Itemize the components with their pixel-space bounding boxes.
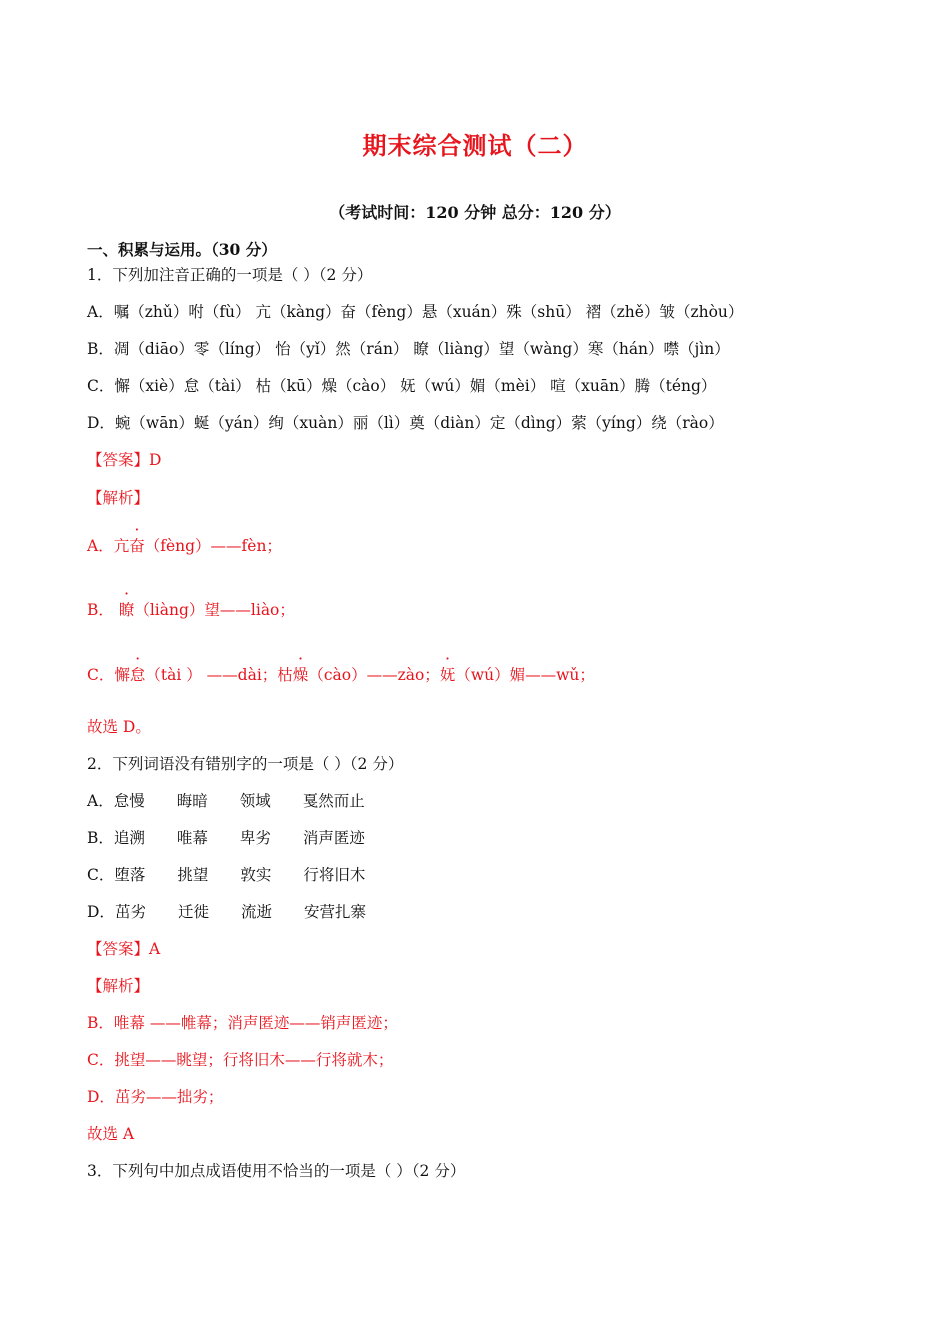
question-1-answer: 【答案】D (87, 451, 162, 469)
analysis-text: （tài ） ——dài；枯 (145, 666, 293, 684)
option-word: 安营扎寨 (303, 903, 366, 921)
option-word: 流逝 (240, 903, 272, 921)
analysis-text: C．懈 (87, 666, 130, 684)
option-letter: A． (87, 792, 114, 810)
analysis-text: （wú）媚——wǔ； (455, 666, 595, 684)
option-word: 茁劣 (114, 903, 146, 921)
emphasized-char: 妩 (439, 666, 456, 684)
question-2-analysis-label: 【解析】 (87, 977, 150, 995)
document-title: 期末综合测试（二） (362, 131, 588, 160)
option-letter: C． (87, 866, 115, 884)
question-2-analysis-c: C．挑望——眺望；行将旧木——行将就木； (87, 1051, 394, 1069)
question-1-option-b: B．凋（diāo）零（líng） 怡（yǐ）然（rán） 瞭（liàng）望（wàng）寒（hán）噤（jìn） (87, 340, 730, 358)
analysis-text: B． (87, 601, 119, 619)
question-1-analysis-a (87, 534, 282, 556)
question-2-analysis-d: D．茁劣——拙劣； (87, 1088, 224, 1106)
question-1-analysis-b (87, 598, 295, 620)
option-word: 卑劣 (239, 829, 271, 847)
option-word: 唯幕 (176, 829, 208, 847)
option-word: 怠慢 (113, 792, 145, 810)
question-1-stem: 1．下列加注音正确的一项是（ ）（2 分） (87, 266, 373, 284)
option-word: 挑望 (177, 866, 209, 884)
question-2-option-c (87, 863, 365, 885)
analysis-text: （cào）——zào； (308, 666, 440, 684)
emphasized-char: 怠 (129, 666, 146, 684)
question-1-option-d: D．蜿（wān）蜒（yán）绚（xuàn）丽（lì）奠（diàn）定（dìng）萦（yíng）绕（rào） (87, 414, 724, 432)
option-word: 迁徙 (177, 903, 209, 921)
question-1-analysis-c (87, 663, 595, 685)
question-2-option-a (87, 789, 365, 811)
question-2-option-b (87, 826, 365, 848)
option-word: 晦暗 (176, 792, 208, 810)
emphasized-char: 奋 (129, 537, 145, 555)
option-word: 敦实 (240, 866, 272, 884)
exam-info: （考试时间：120 分钟 总分：120 分） (329, 203, 621, 222)
question-1-analysis-label: 【解析】 (87, 489, 150, 507)
question-1-option-a: A．嘱（zhǔ）咐（fù） 亢（kàng）奋（fèng）悬（xuán）殊（shū） 褶（zhě）皱（zhòu） (87, 303, 744, 321)
option-word: 行将旧木 (303, 866, 366, 884)
question-2-stem: 2．下列词语没有错别字的一项是（ ）（2 分） (87, 755, 404, 773)
option-word: 堕落 (114, 866, 146, 884)
option-letter: B． (87, 829, 114, 847)
section-heading: 一、积累与运用。（30 分） (87, 240, 277, 259)
question-1-conclusion: 故选 D。 (87, 718, 151, 736)
emphasized-char: 燥 (292, 666, 309, 684)
analysis-text: A．亢 (87, 537, 130, 555)
option-word: 追溯 (113, 829, 145, 847)
option-letter: D． (87, 903, 115, 921)
question-2-answer: 【答案】A (87, 940, 161, 958)
option-word: 领域 (239, 792, 271, 810)
option-word: 戛然而止 (302, 792, 365, 810)
question-2-conclusion: 故选 A (87, 1125, 135, 1143)
question-3-stem: 3．下列句中加点成语使用不恰当的一项是（ ）（2 分） (87, 1162, 466, 1180)
option-word: 消声匿迹 (302, 829, 365, 847)
emphasized-char: 瞭 (118, 601, 135, 619)
question-2-analysis-b: B．唯幕 ——帷幕；消声匿迹——销声匿迹； (87, 1014, 398, 1032)
question-2-option-d (87, 900, 366, 922)
analysis-text: （liàng）望——liào； (134, 601, 295, 619)
analysis-text: （fèng）——fèn； (144, 537, 282, 555)
question-1-option-c: C．懈（xiè）怠（tài） 枯（kū）燥（cào） 妩（wú）媚（mèi） 喧（xuān）腾（téng） (87, 377, 717, 395)
